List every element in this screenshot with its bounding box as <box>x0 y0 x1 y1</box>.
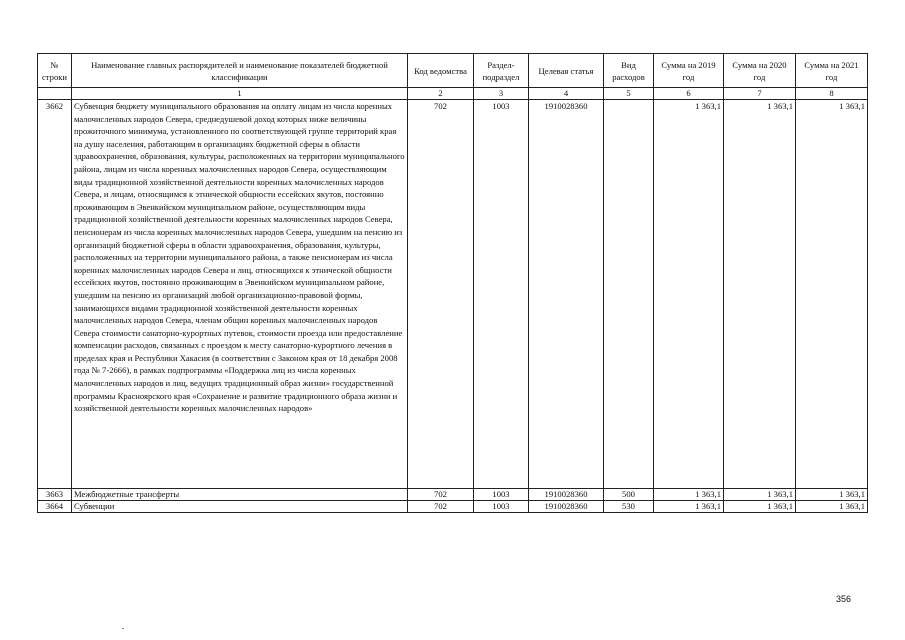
column-number: 8 <box>796 88 868 100</box>
header-section: Раздел-подраздел <box>474 54 529 88</box>
header-target: Целевая статья <box>529 54 604 88</box>
row-sum-2019: 1 363,1 <box>654 100 724 489</box>
header-dept-code: Код ведомства <box>408 54 474 88</box>
row-dept-code: 702 <box>408 501 474 513</box>
column-number: 4 <box>529 88 604 100</box>
column-number: 7 <box>724 88 796 100</box>
scan-mark <box>122 628 124 629</box>
row-sum-2021: 1 363,1 <box>796 501 868 513</box>
header-row-no: № строки <box>38 54 72 88</box>
row-number: 3662 <box>38 100 72 489</box>
row-section: 1003 <box>474 100 529 489</box>
row-sum-2020: 1 363,1 <box>724 100 796 489</box>
header-row <box>38 54 868 88</box>
row-sum-2020: 1 363,1 <box>724 489 796 501</box>
row-section: 1003 <box>474 489 529 501</box>
column-number: 5 <box>604 88 654 100</box>
row-target: 1910028360 <box>529 489 604 501</box>
page-number: 356 <box>836 594 852 604</box>
budget-table <box>37 53 868 513</box>
row-sum-2021: 1 363,1 <box>796 489 868 501</box>
row-description: Субвенции <box>72 501 408 513</box>
row-description: Субвенция бюджету муниципального образования на оплату лицам из числа коренных малочисленных народов Севера, среднедушевой доход которых ниже величины прожиточного минимума, установленного по соответствующей группе территорий края на душу населения, работающим в организациях бюджетной сферы в области здравоохранения, образования, культуры, расположенных на территории муниципального района, лицам из числа коренных малочисленных народов Севера, осуществляющим виды традиционной хозяйственной деятельности коренных малочисленных народов Севера, и лицам, относящимся к этнической общности ессейских якутов, постоянно проживающим в Эвенкийском муниципальном районе, осуществляющим виды традиционной хозяйственной деятельности коренных малочисленных народов Севера, пенсионерам из числа коренных малочисленных народов Севера, ушедшим на пенсию из организаций бюджетной сферы в области здравоохранения, образования, культуры, расположенных на территории муниципального района, а также пенсионерам из числа коренных малочисленных народов Севера и лиц, относящихся к этнической общности ессейских якутов, постоянно проживающим в Эвенкийском муниципальном районе, ушедшим на пенсию из организаций любой организационно-правовой формы, занимающихся видами традиционной хозяйственной деятельности коренных малочисленных народов Севера, членам общин коренных малочисленных народов Севера стоимости санаторно-курортных путевок, стоимости проезда или предоставление компенсации расходов, связанных с проездом к месту санаторно-курортного лечения в пределах края и Республики Хакасия (в соответствии с Законом края от 18 декабря 2008 года № 7-2666), в рамках подпрограммы «Поддержка лиц из числа коренных малочисленных народов и лиц, ведущих традиционный образ жизни» государственной программы Красноярского края «Сохранение и развитие традиционного образа жизни и хозяйственной деятельности коренных малочисленных народов» <box>72 100 408 489</box>
header-expense-type: Вид расходов <box>604 54 654 88</box>
row-sum-2020: 1 363,1 <box>724 501 796 513</box>
row-target: 1910028360 <box>529 501 604 513</box>
header-name: Наименование главных распорядителей и наименование показателей бюджетной классификации <box>72 54 408 88</box>
table-row <box>38 489 868 501</box>
header-sum-2019: Сумма на 2019 год <box>654 54 724 88</box>
column-number: 1 <box>72 88 408 100</box>
row-target: 1910028360 <box>529 100 604 489</box>
row-section: 1003 <box>474 501 529 513</box>
header-sum-2021: Сумма на 2021 год <box>796 54 868 88</box>
row-dept-code: 702 <box>408 100 474 489</box>
column-number-blank <box>38 88 72 100</box>
row-expense-type <box>604 100 654 489</box>
row-number: 3663 <box>38 489 72 501</box>
row-sum-2019: 1 363,1 <box>654 489 724 501</box>
column-number: 2 <box>408 88 474 100</box>
row-number: 3664 <box>38 501 72 513</box>
row-expense-type: 530 <box>604 501 654 513</box>
table-row <box>38 501 868 513</box>
column-number: 6 <box>654 88 724 100</box>
table-row <box>38 100 868 489</box>
row-sum-2021: 1 363,1 <box>796 100 868 489</box>
row-description: Межбюджетные трансферты <box>72 489 408 501</box>
column-number-row <box>38 88 868 100</box>
column-number: 3 <box>474 88 529 100</box>
row-sum-2019: 1 363,1 <box>654 501 724 513</box>
row-dept-code: 702 <box>408 489 474 501</box>
row-expense-type: 500 <box>604 489 654 501</box>
header-sum-2020: Сумма на 2020 год <box>724 54 796 88</box>
